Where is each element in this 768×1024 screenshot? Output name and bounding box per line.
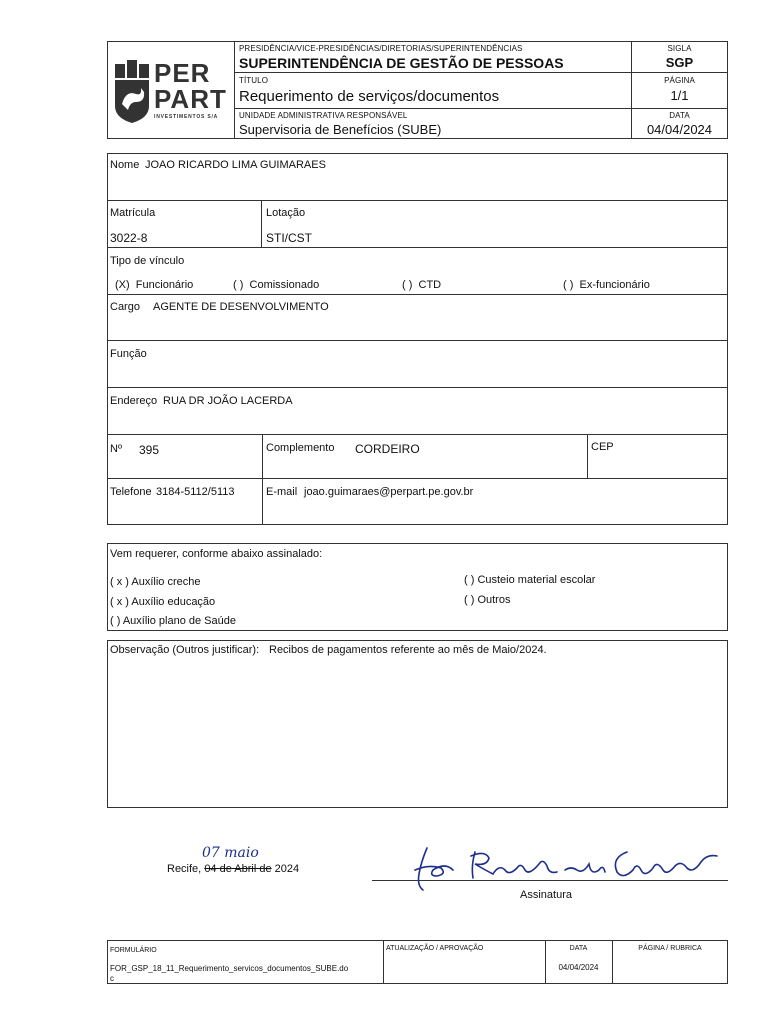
org-line: PRESIDÊNCIA/VICE-PRESIDÊNCIAS/DIRETORIAS/SUPERINTENDÊNCIAS [239,44,523,53]
nome-value: JOAO RICARDO LIMA GUIMARAES [145,159,326,171]
signature-year: 2024 [274,863,300,875]
numero-value: 395 [139,443,160,457]
observacao-text: Recibos de pagamentos referente ao mês de Maio/2024. [269,644,547,656]
nome-label: Nome [110,159,140,171]
matricula-value: 3022-8 [110,231,148,245]
pagina-value: 1/1 [670,88,689,103]
perpart-logo [112,58,230,128]
lotacao-label: Lotação [266,207,306,219]
vinculo-option-label: Funcionário [135,279,194,291]
logo-text-line2: PART [154,84,227,114]
request-option-auxilio-creche: ( x ) Auxílio creche [110,576,201,588]
request-option-custeio-material: ( ) Custeio material escolar [464,574,596,586]
col-line [261,200,262,247]
complemento-value: CORDEIRO [355,442,420,456]
col-line [262,434,263,525]
row-line [107,340,728,341]
observacao-box [107,640,728,808]
footer-formulario-line1: FOR_GSP_18_11_Requerimento_servicos_documentos_SUBE.do [110,964,349,973]
row-line [107,434,728,435]
row-line [107,387,728,388]
telefone-value: 3184-5112/5113 [156,486,235,498]
unidade-label: UNIDADE ADMINISTRATIVA RESPONSÁVEL [239,111,408,120]
vinculo-option-mark: ( ) [563,279,574,291]
titulo-label: TÍTULO [239,76,269,85]
row-line [107,200,728,201]
footer-formulario-label: FORMULÁRIO [110,947,157,954]
observacao-label: Observação (Outros justificar): [110,644,260,656]
cargo-value: AGENTE DE DESENVOLVIMENTO [153,301,329,313]
assinatura-label: Assinatura [520,889,572,901]
footer-pagina-label: PÁGINA / RUBRICA [638,945,702,952]
vinculo-option-mark: ( ) [233,279,244,291]
vinculo-option-mark: (X) [115,279,130,291]
email-value: joao.guimaraes@perpart.pe.gov.br [304,486,474,498]
footer-formulario-line2: c [110,974,114,983]
lotacao-value: STI/CST [266,231,313,245]
handwritten-signature-icon [405,840,725,894]
numero-label: Nº [110,443,122,455]
sigla-label: SIGLA [667,44,692,53]
logo-text-line1: PER [154,58,211,88]
vinculo-option-label: Comissionado [249,279,320,291]
row-line [107,294,728,295]
logo-tagline: INVESTIMENTOS S/A [154,114,219,120]
vinculo-label: Tipo de vínculo [110,255,185,267]
vinculo-option-ex-funcionario [563,280,650,291]
handwritten-date-correction: 07 maio [202,845,259,861]
telefone-label: Telefone [110,486,152,498]
header-row-line-1 [234,72,728,73]
row-line [107,478,728,479]
cargo-label: Cargo [110,301,140,313]
email-label: E-mail [266,486,298,498]
data-value: 04/04/2024 [646,122,713,137]
sigla-value: SGP [665,55,694,70]
vinculo-option-ctd [402,280,441,291]
signature-place-date [167,864,299,875]
cep-label: CEP [591,441,614,453]
col-line [587,434,588,478]
data-label: DATA [669,111,690,120]
footer-data-label: DATA [569,945,588,952]
endereco-value: RUA DR JOÃO LACERDA [163,395,293,407]
personal-data-form [107,153,728,525]
struck-date: 04 de Abril de [204,863,272,875]
vinculo-option-label: Ex-funcionário [579,279,650,291]
perpart-emblem-icon [114,60,150,124]
vinculo-option-comissionado [233,280,319,291]
place-prefix: Recife, [167,863,202,875]
vinculo-option-mark: ( ) [402,279,413,291]
vinculo-option-funcionario [115,280,193,291]
matricula-label: Matrícula [110,207,156,219]
endereco-label: Endereço [110,395,158,407]
vinculo-option-label: CTD [418,279,442,291]
header-row-line-2 [234,108,728,109]
org-name: SUPERINTENDÊNCIA DE GESTÃO DE PESSOAS [239,55,564,71]
request-option-auxilio-educacao: ( x ) Auxílio educação [110,596,216,608]
header-divider-logo [234,41,235,139]
unidade-value: Supervisoria de Benefícios (SUBE) [239,122,442,137]
footer-col-line [383,940,384,984]
complemento-label: Complemento [266,442,335,454]
pagina-label: PÁGINA [664,76,695,85]
funcao-label: Função [110,348,147,360]
request-option-outros: ( ) Outros [464,594,511,606]
row-line [107,247,728,248]
footer-data-value: 04/04/2024 [558,963,599,972]
request-option-auxilio-saude: ( ) Auxílio plano de Saúde [110,615,236,627]
document-title: Requerimento de serviços/documentos [239,88,500,105]
footer-atualizacao-label: ATUALIZAÇÃO / APROVAÇÃO [386,945,484,952]
request-intro: Vem requerer, conforme abaixo assinalado: [110,548,323,560]
